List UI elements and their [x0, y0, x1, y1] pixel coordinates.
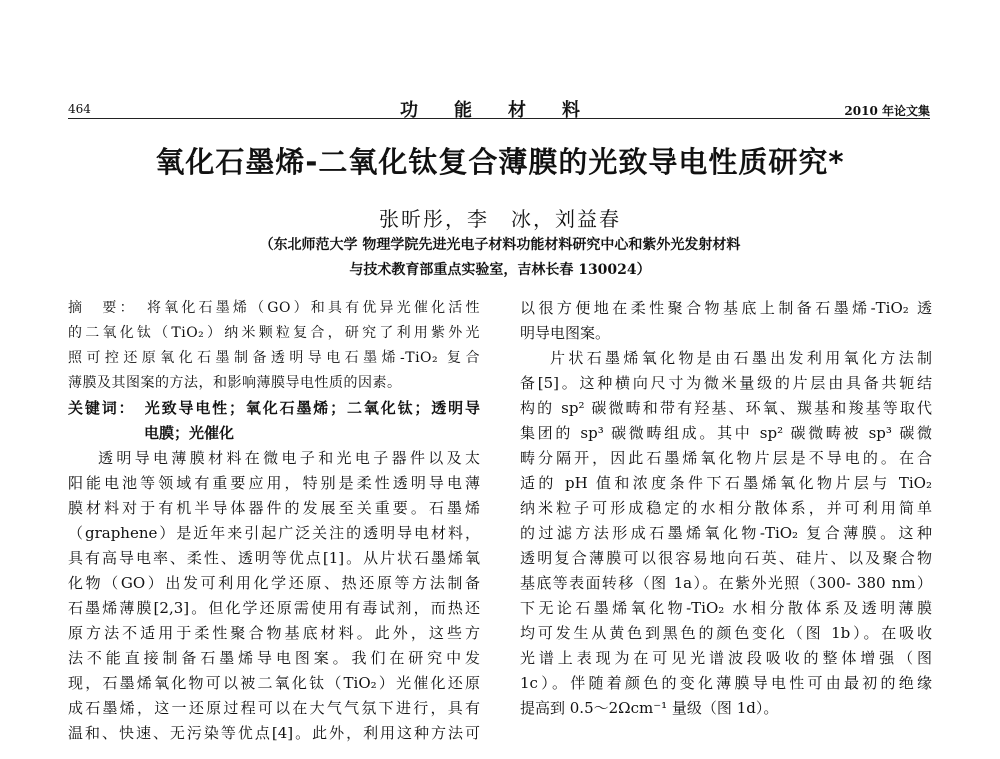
journal-title: 功能材料 [400, 100, 616, 121]
body-line: 下无论石墨烯氧化物-TiO₂ 水相分散体系及透明薄膜 [520, 599, 932, 617]
body-line: 明导电图案。 [520, 324, 611, 342]
body-line: 现，石墨烯氧化物可以被二氧化钛（TiO₂）光催化还原 [68, 674, 480, 692]
body-line: 均可发生从黄色到黑色的颜色变化（图 1b）。在吸收 [520, 624, 932, 642]
body-line: 片状石墨烯氧化物是由石墨出发利用氧化方法制 [550, 349, 932, 367]
abstract-line: 薄膜及其图案的方法，和影响薄膜导电性质的因素。 [68, 375, 402, 391]
abstract-line: 摘 要： 将氧化石墨烯（GO）和具有优异光催化活性 [68, 300, 480, 316]
page-number: 464 [68, 102, 91, 116]
abstract-line: 的二氧化钛（TiO₂）纳米颗粒复合，研究了利用紫外光 [68, 325, 480, 341]
keywords-line: 关键词： 光致导电性；氧化石墨烯；二氧化钛；透明导 [68, 399, 480, 417]
body-line: 化物（GO）出发可利用化学还原、热还原等方法制备 [68, 574, 480, 592]
body-line: 构的 sp² 碳微畴和带有羟基、环氧、羰基和羧基等取代 [520, 399, 932, 417]
body-line: 以很方便地在柔性聚合物基底上制备石墨烯-TiO₂ 透 [520, 299, 932, 317]
body-line: 备[5]。这种横向尺寸为微米量级的片层由具备共轭结 [520, 374, 932, 392]
body-line: 石墨烯薄膜[2,3]。但化学还原需使用有毒试剂，而热还 [68, 599, 480, 617]
body-line: 1c）。伴随着颜色的变化薄膜导电性可由最初的绝缘 [520, 674, 932, 692]
body-line: 膜材料对于有机半导体器件的发展至关重要。石墨烯 [68, 499, 480, 517]
authors: 张昕彤，李 冰，刘益春 [379, 207, 621, 231]
abstract-line: 照可控还原氧化石墨制备透明导电石墨烯-TiO₂ 复合 [68, 350, 480, 366]
left-column [68, 296, 480, 746]
keywords-line: 电膜；光催化 [144, 424, 235, 442]
header-rule [68, 118, 930, 119]
body-line: 光谱上表现为在可见光谱波段吸收的整体增强（图 [520, 649, 932, 667]
body-line: 温和、快速、无污染等优点[4]。此外，利用这种方法可 [68, 724, 480, 742]
body-line: 纳米粒子可形成稳定的水相分散体系，并可利用简单 [520, 499, 932, 517]
body-line: 透明导电薄膜材料在微电子和光电子器件以及太 [98, 449, 480, 467]
body-line: 的过滤方法形成石墨烯氧化物-TiO₂ 复合薄膜。这种 [520, 524, 932, 542]
body-line: 原方法不适用于柔性聚合物基底材料。此外，这些方 [68, 624, 480, 642]
body-line: 成石墨烯，这一还原过程可以在大气气氛下进行，具有 [68, 699, 480, 717]
article-title: 氧化石墨烯-二氧化钛复合薄膜的光致导电性质研究* [155, 145, 845, 179]
right-column [520, 296, 932, 721]
body-line: 提高到 0.5～2Ωcm⁻¹ 量级（图 1d）。 [520, 699, 779, 717]
body-line: 法不能直接制备石墨烯导电图案。我们在研究中发 [68, 649, 480, 667]
body-line: 集团的 sp³ 碳微畴组成。其中 sp² 碳微畴被 sp³ 碳微 [520, 424, 932, 442]
body-line: 具有高导电率、柔性、透明等优点[1]。从片状石墨烯氧 [68, 549, 480, 567]
body-line: 基底等表面转移（图 1a）。在紫外光照（300- 380 nm） [520, 574, 932, 592]
body-line: 适的 pH 值和浓度条件下石墨烯氧化物片层与 TiO₂ [520, 474, 932, 492]
body-line: 畴分隔开，因此石墨烯氧化物片层是不导电的。在合 [520, 449, 932, 467]
body-line: 阳能电池等领域有重要应用，特别是柔性透明导电薄 [68, 474, 480, 492]
affiliation-line-1: （东北师范大学 物理学院先进光电子材料功能材料研究中心和紫外光发射材料 [259, 237, 741, 253]
body-line: （graphene）是近年来引起广泛关注的透明导电材料， [68, 524, 480, 542]
issue-info: 2010 年论文集 [844, 104, 930, 118]
affiliation-line-2: 与技术教育部重点实验室，吉林长春 130024） [349, 262, 651, 278]
body-line: 透明复合薄膜可以很容易地向石英、硅片、以及聚合物 [520, 549, 932, 567]
